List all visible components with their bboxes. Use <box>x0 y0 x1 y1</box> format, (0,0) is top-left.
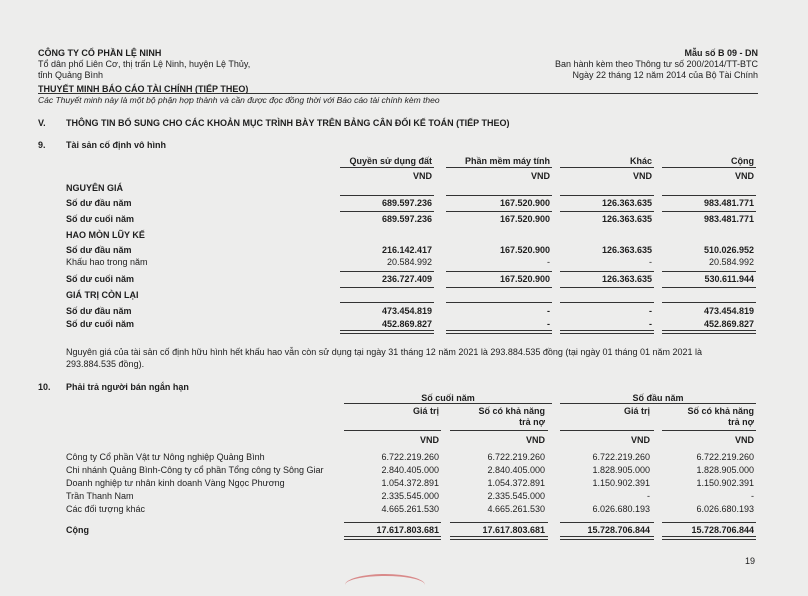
payables-total-payable-begin: 15.728.706.844 <box>691 525 754 535</box>
unit-value-begin: VND <box>630 435 650 445</box>
company-address-line1: Tổ dân phố Liên Cơ, thị trấn Lệ Ninh, huyện Lệ Thủy, <box>38 59 251 69</box>
col-header-other: Khác <box>629 156 652 166</box>
payables-row-label: Chi nhánh Quảng Bình-Công ty cổ phần Tổng công ty Sông Giar <box>66 465 324 475</box>
section-9-note: Nguyên giá của tài sản cố định hữu hình hết khấu hao vẫn còn sử dụng tại ngày 31 tháng 12 năm 2021 là 293.884.535 đồng (tại ngày 01 tháng 01 năm 2021 là <box>66 347 703 357</box>
payables-cell: - <box>751 491 754 501</box>
col-payable-begin: Số có khả năng <box>687 406 754 416</box>
group-beginning-of-year: Số đầu năm <box>632 393 684 403</box>
fixed-asset-row-label: Khấu hao trong năm <box>66 257 148 267</box>
payables-cell: 6.722.219.260 <box>696 452 754 462</box>
fixed-asset-row-label: Số dư đầu năm <box>66 198 132 208</box>
unit-land: VND <box>412 171 432 181</box>
fixed-asset-row-label: Số dư cuối năm <box>66 274 135 284</box>
col-payable-begin-2: trả nợ <box>728 417 754 427</box>
fixed-asset-row-label: Số dư cuối năm <box>66 214 135 224</box>
unit-value-end: VND <box>419 435 439 445</box>
report-title: THUYẾT MINH BÁO CÁO TÀI CHÍNH (TIẾP THEO) <box>38 84 249 94</box>
stamp-mark <box>345 574 425 596</box>
fixed-asset-cell: 452.869.827 <box>703 319 754 329</box>
payables-cell: 2.840.405.000 <box>487 465 545 475</box>
col-header-land: Quyền sử dụng đất <box>349 156 432 166</box>
form-number: Mẫu số B 09 - DN <box>684 48 758 58</box>
payables-cell: 1.150.902.391 <box>696 478 754 488</box>
payables-cell: 2.840.405.000 <box>381 465 439 475</box>
payables-row-label: Doanh nghiệp tư nhân kinh doanh Vàng Ngọc Phương <box>66 478 285 488</box>
fixed-asset-cell: - <box>547 306 550 316</box>
section-9-title: Tài sản cố định vô hình <box>66 140 167 150</box>
payables-cell: 1.054.372.891 <box>487 478 545 488</box>
payables-total-payable-end: 17.617.803.681 <box>482 525 545 535</box>
fixed-asset-row-label: Số dư đầu năm <box>66 306 132 316</box>
unit-payable-begin: VND <box>734 435 754 445</box>
fixed-asset-cell: 530.611.944 <box>704 274 754 284</box>
fixed-asset-cell: 20.584.992 <box>708 257 754 267</box>
payables-cell: - <box>647 491 650 501</box>
fixed-asset-row-label: Số dư cuối năm <box>66 319 135 329</box>
fixed-asset-row-label: Số dư đầu năm <box>66 245 132 255</box>
fixed-asset-cell: 473.454.819 <box>381 306 432 316</box>
payables-cell: 2.335.545.000 <box>381 491 439 501</box>
payables-cell: 6.722.219.260 <box>487 452 545 462</box>
payables-cell: 4.665.261.530 <box>487 504 545 514</box>
col-header-software: Phần mềm máy tính <box>464 156 550 166</box>
unit-other: VND <box>632 171 652 181</box>
section-9-number: 9. <box>38 140 46 150</box>
fixed-asset-cell: 167.520.900 <box>499 274 550 284</box>
payables-cell: 1.054.372.891 <box>381 478 439 488</box>
fixed-asset-cell: 236.727.409 <box>381 274 432 284</box>
section-v-title: THÔNG TIN BỔ SUNG CHO CÁC KHOẢN MỤC TRÌNH BÀY TRÊN BẢNG CÂN ĐỐI KẾ TOÁN (TIẾP THEO) <box>66 118 510 128</box>
report-subtitle: Các Thuyết minh này là một bộ phận hợp thành và cần được đọc đồng thời với Báo cáo tài chính kèm theo <box>38 95 440 105</box>
payables-row-label: Trần Thanh Nam <box>66 491 134 501</box>
col-header-total: Cộng <box>731 156 754 166</box>
payables-cell: 6.722.219.260 <box>592 452 650 462</box>
fixed-asset-cell: 452.869.827 <box>381 319 432 329</box>
fixed-asset-cell: 167.520.900 <box>499 245 550 255</box>
fixed-asset-cell: 983.481.771 <box>703 214 754 224</box>
payables-total-value-end: 17.617.803.681 <box>376 525 439 535</box>
fixed-asset-cell: - <box>649 319 652 329</box>
fixed-asset-cell: - <box>547 319 550 329</box>
section-10-title: Phải trả người bán ngắn hạn <box>66 382 189 392</box>
fixed-asset-cell: - <box>649 306 652 316</box>
section-v-number: V. <box>38 118 46 128</box>
fixed-asset-cell: 126.363.635 <box>601 245 652 255</box>
fixed-asset-cell: 126.363.635 <box>601 274 652 284</box>
unit-software: VND <box>530 171 550 181</box>
fixed-asset-cell: 126.363.635 <box>601 198 652 208</box>
fixed-asset-cell: 983.481.771 <box>703 198 754 208</box>
payables-cell: 1.828.905.000 <box>696 465 754 475</box>
fixed-asset-cell: 473.454.819 <box>703 306 754 316</box>
fixed-asset-cell: 126.363.635 <box>601 214 652 224</box>
section-9-note-line2: 293.884.535 đồng). <box>66 359 145 369</box>
issued-line1: Ban hành kèm theo Thông tư số 200/2014/TT-BTC <box>555 59 758 69</box>
payables-cell: 6.026.680.193 <box>696 504 754 514</box>
col-payable-end: Số có khả năng <box>478 406 545 416</box>
col-payable-end-2: trả nợ <box>519 417 545 427</box>
payables-cell: 6.026.680.193 <box>592 504 650 514</box>
fixed-asset-cell: 510.026.952 <box>703 245 754 255</box>
payables-row-label: Công ty Cổ phần Vật tư Nông nghiệp Quảng Bình <box>66 452 265 462</box>
fixed-asset-cell: 20.584.992 <box>386 257 432 267</box>
company-address-line2: tỉnh Quảng Bình <box>38 70 104 80</box>
issued-line2: Ngày 22 tháng 12 năm 2014 của Bộ Tài Chính <box>572 70 758 80</box>
fixed-asset-cell: 167.520.900 <box>499 198 550 208</box>
payables-cell: 6.722.219.260 <box>381 452 439 462</box>
payables-cell: 1.150.902.391 <box>592 478 650 488</box>
company-name: CÔNG TY CỔ PHẦN LỆ NINH <box>38 48 162 58</box>
fixed-asset-row-label: NGUYÊN GIÁ <box>66 183 124 193</box>
payables-total-label: Cộng <box>66 525 89 535</box>
fixed-asset-cell: 167.520.900 <box>499 214 550 224</box>
section-10-number: 10. <box>38 382 51 392</box>
group-end-of-year: Số cuối năm <box>421 393 475 403</box>
fixed-asset-cell: 689.597.236 <box>381 198 432 208</box>
unit-total: VND <box>734 171 754 181</box>
fixed-asset-cell: - <box>547 257 550 267</box>
unit-payable-end: VND <box>525 435 545 445</box>
fixed-asset-row-label: HAO MÒN LŨY KẾ <box>66 230 145 240</box>
col-value-begin: Giá trị <box>623 406 650 416</box>
fixed-asset-cell: 216.142.417 <box>381 245 432 255</box>
fixed-asset-row-label: GIÁ TRỊ CÒN LẠI <box>66 290 139 300</box>
payables-cell: 1.828.905.000 <box>592 465 650 475</box>
payables-cell: 2.335.545.000 <box>487 491 545 501</box>
fixed-asset-cell: 689.597.236 <box>381 214 432 224</box>
header-divider <box>38 93 758 94</box>
payables-row-label: Các đối tượng khác <box>66 504 145 514</box>
payables-total-value-begin: 15.728.706.844 <box>587 525 650 535</box>
payables-cell: 4.665.261.530 <box>381 504 439 514</box>
page-number: 19 <box>745 556 756 566</box>
fixed-asset-cell: - <box>649 257 652 267</box>
col-value-end: Giá trị <box>412 406 439 416</box>
